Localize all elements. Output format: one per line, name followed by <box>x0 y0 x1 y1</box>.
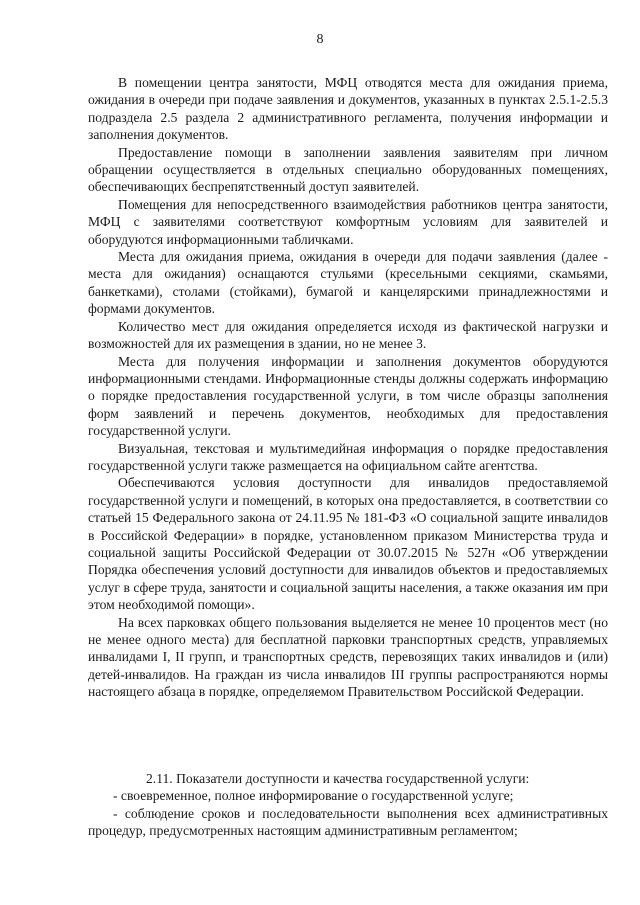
paragraph: В помещении центра занятости, МФЦ отводятся места для ожидания приема, ожидания в очереди при подаче заявления и документов, указанных в пунктах 2.5.1-2.5.3 подраздела 2.5 раздела 2 административного регламента, получения информации и заполнения документов. <box>88 75 608 143</box>
paragraph: Места для получения информации и заполнения документов оборудуются информационными стендами. Информационные стенды должны содержать информацию о порядке предоставления государственной услуги, в том числе образцы заполнения форм заявлений и перечень документов, необходимых для предоставления государственной услуги. <box>88 353 608 439</box>
paragraph: Визуальная, текстовая и мультимедийная информация о порядке предоставления государственной услуги также размещается на официальном сайте агентства. <box>88 440 608 473</box>
paragraph: На всех парковках общего пользования выделяется не менее 10 процентов мест (но не менее одного места) для бесплатной парковки транспортных средств, управляемых инвалидами I, II групп, и транспортных средств, перевозящих таких инвалидов и (или) детей-инвалидов. На граждан из числа инвалидов III группы распространяются нормы настоящего абзаца в порядке, определяемом Правительством Российской Федерации. <box>88 614 608 700</box>
paragraph: Обеспечиваются условия доступности для инвалидов предоставляемой государственной услуги и помещений, в которых она предоставляется, в соответствии со статьей 15 Федерального закона от 24.11.95 № 181-ФЗ «О социальной защите инвалидов в Российской Федерации» в порядке, установленном приказом Министерства труда и социальной защиты Российской Федерации от 30.07.2015 № 527н «Об утверждении Порядка обеспечения условий доступности для инвалидов объектов и предоставляемых услуг в сфере труда, занятости и социальной защиты населения, а также оказания им при этом необходимой помощи». <box>88 475 608 613</box>
paragraph: Количество мест для ожидания определяется исходя из фактической нагрузки и возможностей для их размещения в здании, но не менее 3. <box>88 318 608 352</box>
list-item: - соблюдение сроков и последовательности выполнения всех административных процедур, предусмотренных настоящим административным регламентом; <box>88 805 608 839</box>
body-text <box>88 74 608 701</box>
section-2-11 <box>88 770 608 840</box>
page-number: 8 <box>316 32 324 47</box>
section-title: 2.11. Показатели доступности и качества государственной услуги: <box>146 771 530 786</box>
paragraph: Предоставление помощи в заполнении заявления заявителям при личном обращении осуществляется в отдельных специально оборудованных помещениях, обеспечивающих беспрепятственный доступ заявителей. <box>88 144 608 195</box>
list-item: - своевременное, полное информирование о государственной услуге; <box>113 788 514 804</box>
paragraph: Места для ожидания приема, ожидания в очереди для подачи заявления (далее - места для ожидания) оснащаются стульями (кресельными секциями, скамьями, банкетками), столами (стойками), бумагой и канцелярскими принадлежностями и формами документов. <box>88 249 608 317</box>
paragraph: Помещения для непосредственного взаимодействия работников центра занятости, МФЦ с заявителями соответствуют комфортным условиям для заявителей и оборудуются информационными табличками. <box>88 196 608 247</box>
